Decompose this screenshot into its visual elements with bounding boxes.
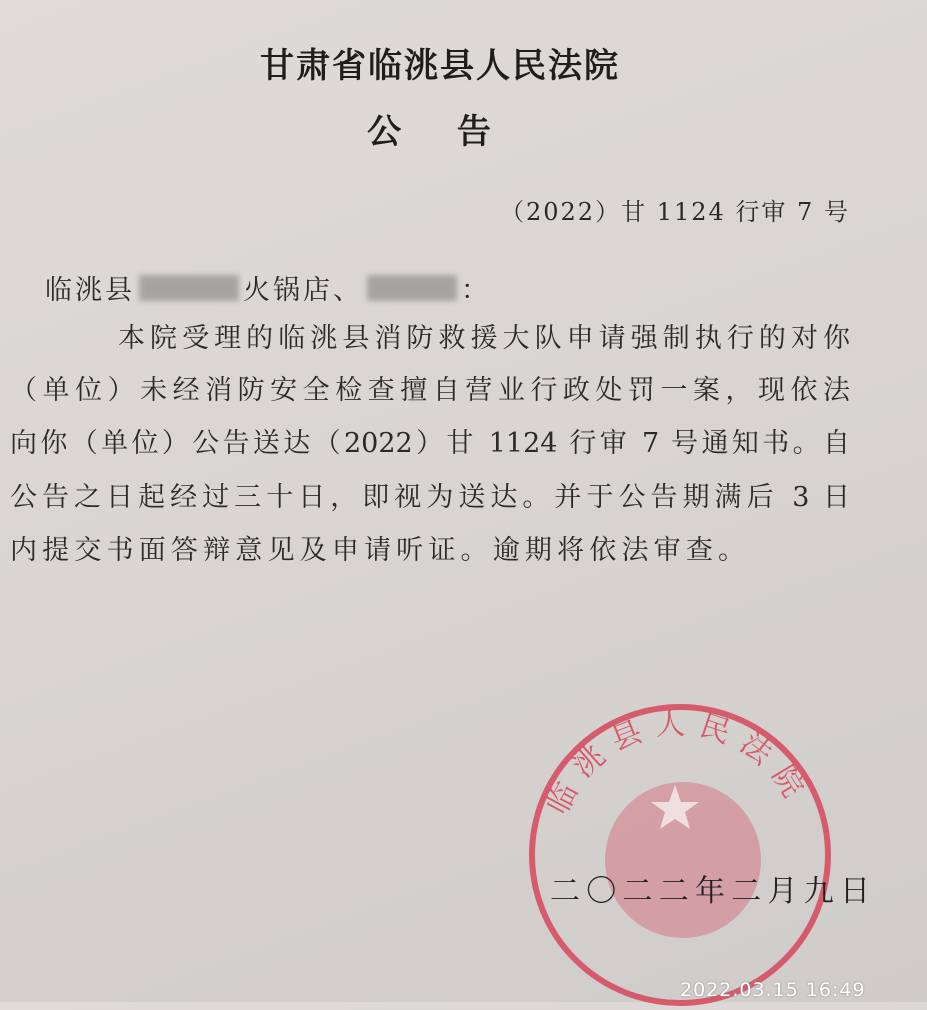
court-name: 甘肃省临洮县人民法院 [260,46,620,86]
addressee-prefix: 临洮县 [45,275,135,306]
body-line: 公告之日起经过三十日，即视为送达。并于公告期满后 3 日 [10,482,850,513]
addressee-middle: 火锅店、 [243,275,363,306]
body-line: 内提交书面答辩意见及申请听证。逾期将依法审查。 [10,535,745,566]
addressee-suffix: ： [461,275,491,306]
issue-date: 二〇二二年二月九日 [550,874,870,909]
court-seal [525,700,835,1010]
redacted-name [367,275,457,301]
redacted-name [139,275,239,301]
document-type: 公 告 [367,112,513,152]
body-line: （单位）未经消防安全检查擅自营业行政处罚一案，现依法 [10,375,850,406]
case-number: （2022）甘 1124 行审 7 号 [500,198,850,226]
photo-timestamp: 2022.03.15 16:49 [680,979,866,1001]
body-line: 向你（单位）公告送达（2022）甘 1124 行审 7 号通知书。自 [10,428,850,459]
body-line: 本院受理的临洮县消防救援大队申请强制执行的对你 [118,323,850,354]
addressee [45,268,491,307]
seal-text: 临洮县人民法院 [540,706,817,821]
